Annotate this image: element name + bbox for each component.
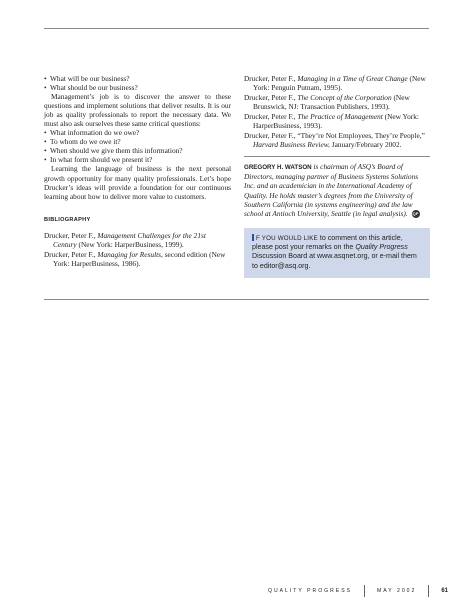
bullet-list-questions <box>44 128 231 164</box>
bottom-rule <box>44 299 429 300</box>
callout-marker-icon <box>252 234 254 241</box>
top-rule <box>44 28 429 29</box>
qp-logo-icon: QP <box>412 210 419 216</box>
bibliography-heading: BIBLIOGRAPHY <box>44 216 91 223</box>
bullet-list-business <box>44 74 231 92</box>
comment-callout: F YOU WOULD LIKE to comment on this article, please post your remarks on the Quality Progress Discussion Board at www.asqnet.org, or e-mail them to editor@asq.org. <box>244 228 430 278</box>
reference-item: Drucker, Peter F., The Concept of the Corporation (New Brunswick, NJ: Transaction Publishers, 1993). <box>244 93 410 112</box>
reference-item: Drucker, Peter F., The Practice of Management (New York: HarperBusiness, 1993). <box>244 112 419 131</box>
footer-separator <box>428 585 429 597</box>
list-item: • What will be our business? <box>44 74 130 83</box>
bullet-text: To whom do we owe it? <box>50 137 121 147</box>
reference-item: Drucker, Peter F., Management Challenges for the 21st Century (New York: HarperBusiness, 1999). <box>44 230 206 249</box>
callout-lead: F YOU WOULD LIKE <box>256 234 318 242</box>
footer-separator <box>364 585 365 597</box>
bullet-text: When should we give them this information? <box>50 146 183 156</box>
footer-date: MAY 2002 <box>377 588 417 594</box>
body-paragraph: Management’s job is to discover the answer to these questions and implement solutions that deliver results. It is our job as quality professionals to report the necessary data. We must also ask ourselves these same critical questions: <box>44 92 231 129</box>
bullet-text: What information do we owe? <box>50 128 140 138</box>
left-column <box>44 74 231 269</box>
bio-divider <box>244 156 430 157</box>
callout-contact-text: Discussion Board at www.asqnet.org, or e-mail them to editor@asq.org. <box>252 252 417 270</box>
reference-item: Drucker, Peter F., Managing in a Time of Great Change (New York: Penguin Putnam, 1995). <box>244 74 426 93</box>
list-item: • What should be our business? <box>44 83 138 93</box>
list-item: • To whom do we owe it? <box>44 137 121 147</box>
bullet-text: In what form should we present it? <box>50 155 153 165</box>
publication-name: Quality Progress <box>355 243 408 252</box>
footer-publication: QUALITY PROGRESS <box>268 588 352 594</box>
reference-item: Drucker, Peter F., “They’re Not Employees, They’re People,” Harvard Business Review, January/February 2002. <box>244 131 425 150</box>
list-item: • In what form should we present it? <box>44 155 153 165</box>
page-number: 61 <box>441 588 449 594</box>
page-footer <box>268 585 448 597</box>
reference-item: Drucker, Peter F., Managing for Results, second edition (New York: HarperBusiness, 1986). <box>44 249 226 268</box>
list-item: • When should we give them this information? <box>44 146 183 156</box>
body-paragraph: Learning the language of business is the next personal growth opportunity for many quality professionals. Let’s hope Drucker’s ideas will provide a foundation for our continuous learning about how to deliver more value to customers. <box>44 164 231 201</box>
bullet-text: What should be our business? <box>50 83 138 93</box>
bio-text: is chairman of ASQ’s Board of Directors, managing partner of Business Systems Solutions Inc. and an academician in the International Academy of Quality. He holds master’s degrees from the University of Southern California (in systems engineering) and the law school at Antioch University, Seattle (in legal analysis). <box>244 162 419 218</box>
bullet-text: What will be our business? <box>50 74 130 83</box>
author-bio <box>244 162 430 218</box>
list-item: • What information do we owe? <box>44 128 140 138</box>
right-column <box>244 74 430 278</box>
author-name: GREGORY H. WATSON <box>244 164 312 172</box>
